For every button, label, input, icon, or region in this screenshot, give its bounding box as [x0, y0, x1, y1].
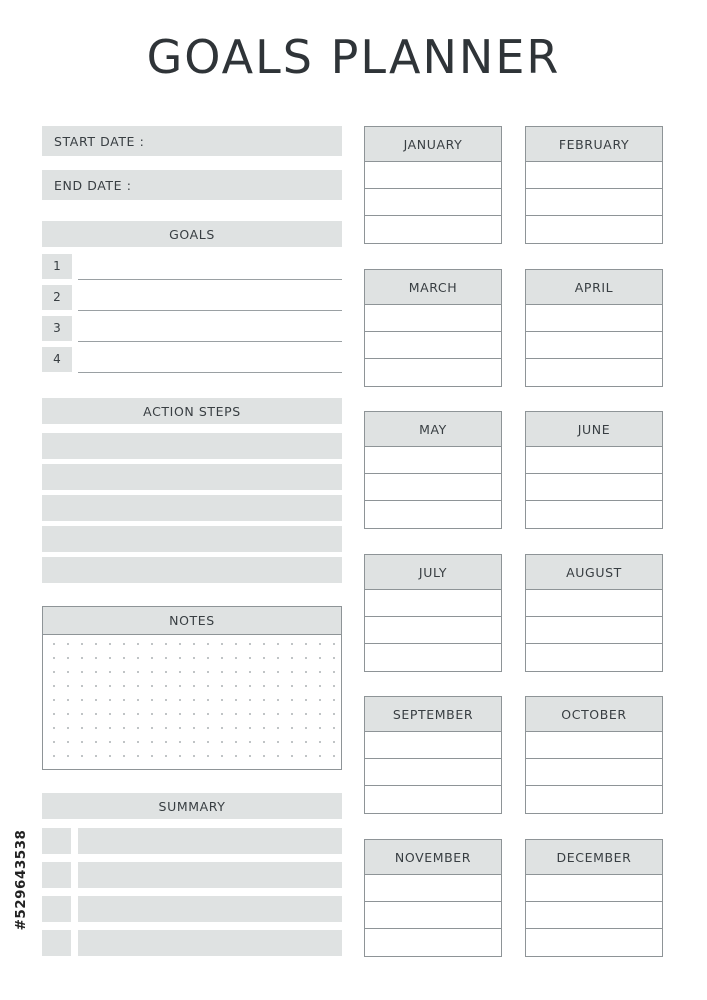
month-row[interactable]	[365, 902, 501, 929]
action-step-row[interactable]	[42, 464, 342, 490]
month-row[interactable]	[365, 447, 501, 474]
month-row[interactable]	[526, 875, 662, 902]
month-september[interactable]	[364, 696, 502, 814]
action-step-row[interactable]	[42, 526, 342, 552]
month-heading: MAY	[365, 412, 501, 447]
month-row[interactable]	[365, 617, 501, 644]
summary-check-box[interactable]	[42, 862, 71, 888]
month-row[interactable]	[365, 305, 501, 332]
month-row[interactable]	[526, 359, 662, 386]
month-row[interactable]	[365, 929, 501, 956]
notes-heading: NOTES	[43, 607, 341, 635]
month-row[interactable]	[526, 590, 662, 617]
notes-box[interactable]	[42, 606, 342, 770]
month-may[interactable]	[364, 411, 502, 529]
month-heading: JUNE	[526, 412, 662, 447]
goal-number-4: 4	[42, 347, 72, 372]
month-heading: APRIL	[526, 270, 662, 305]
page-title: GOALS PLANNER	[146, 30, 561, 84]
month-heading: JULY	[365, 555, 501, 590]
month-row[interactable]	[526, 501, 662, 528]
month-row[interactable]	[526, 216, 662, 243]
month-row[interactable]	[526, 617, 662, 644]
month-heading: NOVEMBER	[365, 840, 501, 875]
action-step-row[interactable]	[42, 495, 342, 521]
goal-number-1: 1	[42, 254, 72, 279]
goals-heading: GOALS	[169, 227, 215, 242]
goal-number-2: 2	[42, 285, 72, 310]
month-row[interactable]	[365, 162, 501, 189]
goal-line-4[interactable]	[78, 372, 342, 373]
end-date-label: END DATE :	[54, 178, 132, 193]
month-heading: DECEMBER	[526, 840, 662, 875]
month-february[interactable]	[525, 126, 663, 244]
summary-check-box[interactable]	[42, 896, 71, 922]
summary-check-box[interactable]	[42, 930, 71, 956]
month-row[interactable]	[526, 332, 662, 359]
month-row[interactable]	[526, 732, 662, 759]
month-row[interactable]	[526, 474, 662, 501]
month-august[interactable]	[525, 554, 663, 672]
stock-id-watermark	[11, 760, 31, 1000]
action-step-row[interactable]	[42, 433, 342, 459]
month-row[interactable]	[365, 474, 501, 501]
month-row[interactable]	[526, 162, 662, 189]
month-heading: OCTOBER	[526, 697, 662, 732]
month-november[interactable]	[364, 839, 502, 957]
summary-row[interactable]	[78, 896, 342, 922]
summary-heading: SUMMARY	[158, 799, 226, 814]
summary-check-box[interactable]	[42, 828, 71, 854]
month-row[interactable]	[365, 590, 501, 617]
goal-line-3[interactable]	[78, 341, 342, 342]
summary-row[interactable]	[78, 862, 342, 888]
month-april[interactable]	[525, 269, 663, 387]
month-july[interactable]	[364, 554, 502, 672]
month-january[interactable]	[364, 126, 502, 244]
stock-id-text: #529643538	[13, 829, 29, 931]
goal-line-2[interactable]	[78, 310, 342, 311]
month-row[interactable]	[365, 875, 501, 902]
month-row[interactable]	[526, 902, 662, 929]
month-row[interactable]	[526, 447, 662, 474]
month-october[interactable]	[525, 696, 663, 814]
action-steps-heading: ACTION STEPS	[143, 404, 241, 419]
month-row[interactable]	[365, 501, 501, 528]
month-row[interactable]	[365, 332, 501, 359]
month-heading: AUGUST	[526, 555, 662, 590]
month-row[interactable]	[365, 732, 501, 759]
month-row[interactable]	[526, 644, 662, 671]
month-heading: MARCH	[365, 270, 501, 305]
month-row[interactable]	[365, 759, 501, 786]
month-row[interactable]	[365, 359, 501, 386]
start-date-label: START DATE :	[54, 134, 145, 149]
month-row[interactable]	[365, 644, 501, 671]
month-row[interactable]	[526, 759, 662, 786]
month-march[interactable]	[364, 269, 502, 387]
month-row[interactable]	[526, 305, 662, 332]
goal-line-1[interactable]	[78, 279, 342, 280]
month-row[interactable]	[365, 189, 501, 216]
month-row[interactable]	[526, 189, 662, 216]
month-heading: SEPTEMBER	[365, 697, 501, 732]
month-june[interactable]	[525, 411, 663, 529]
summary-row[interactable]	[78, 930, 342, 956]
month-row[interactable]	[365, 216, 501, 243]
month-december[interactable]	[525, 839, 663, 957]
month-row[interactable]	[526, 786, 662, 813]
month-heading: JANUARY	[365, 127, 501, 162]
summary-row[interactable]	[78, 828, 342, 854]
month-heading: FEBRUARY	[526, 127, 662, 162]
month-row[interactable]	[365, 786, 501, 813]
action-step-row[interactable]	[42, 557, 342, 583]
month-row[interactable]	[526, 929, 662, 956]
goal-number-3: 3	[42, 316, 72, 341]
